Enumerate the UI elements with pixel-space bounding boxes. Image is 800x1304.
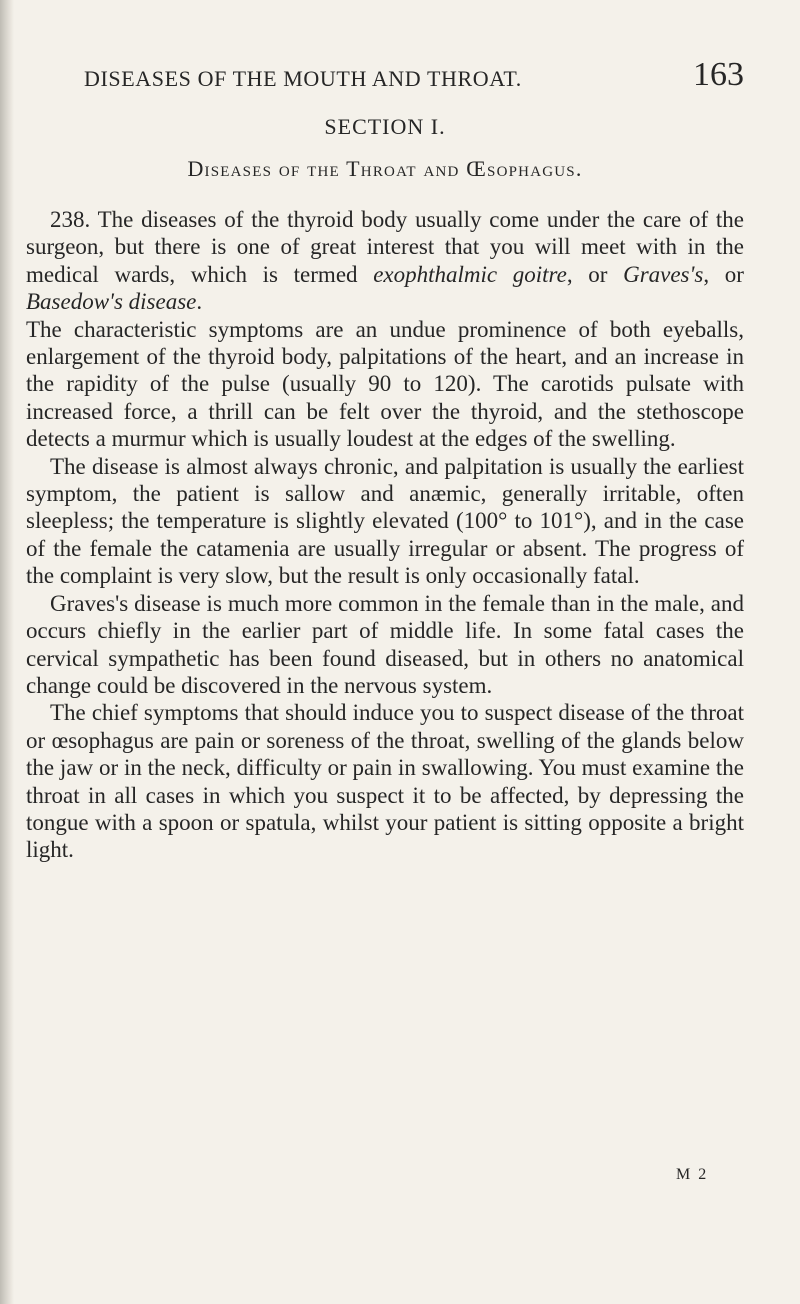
- separator: , or: [703, 261, 744, 287]
- book-page: [26, 56, 744, 864]
- separator: , or: [566, 261, 624, 287]
- term-basedows-disease: Basedow's disease: [26, 289, 197, 315]
- running-head-title: DISEASES OF THE MOUTH AND THROAT.: [84, 66, 522, 91]
- sentence-end: .: [196, 289, 203, 315]
- paragraph-238: [26, 206, 744, 316]
- signature-mark: M 2: [676, 1166, 709, 1183]
- section-heading: SECTION I.: [324, 114, 446, 139]
- paragraph-symptoms: The characteristic symptoms are an undue prominence of both eyeballs, enlargement of the thyroid body, palpitations of the heart, and an increase in the rapidity of the pulse (usually 90 to 120). The carotids pulsate with increased force, a thrill can be felt over the thyroid, and the stethoscope detects a murmur which is usually loudest at the edges of the swelling.: [26, 316, 744, 452]
- page-number: 163: [693, 56, 744, 93]
- paragraph-incidence: Graves's disease is much more common in the female than in the male, and occurs chiefly in the earlier part of middle life. In some fatal cases the cervical sympathetic has been found diseased, but in others no anatomical change could be discovered in the nervous system.: [26, 590, 744, 698]
- running-head: [26, 56, 744, 104]
- paragraph-examination: The chief symptoms that should induce you to suspect disease of the throat or œsophagus are pain or soreness of the throat, swelling of the glands below the jaw or in the neck, difficulty or pain in swallowing. You must examine the throat in all cases in which you suspect it to be affected, by depressing the tongue with a spoon or spatula, whilst your patient is sitting opposite a bright light.: [26, 700, 744, 863]
- chapter-title: Diseases of the Throat and Œsophagus.: [187, 156, 583, 181]
- paragraph-course: The disease is almost always chronic, and palpitation is usually the earliest symptom, the patient is sallow and anæmic, generally irritable, often sleepless; the temperature is slightly elevated (100° to 101°), and in the case of the female the catamenia are usually irregular or absent. The progress of the complaint is very slow, but the result is only occasionally fatal.: [26, 453, 744, 589]
- body-text: [26, 206, 744, 864]
- page-gutter-shadow: [0, 0, 14, 1304]
- term-exophthalmic-goitre: exophthalmic goitre: [373, 261, 567, 287]
- term-graves: Graves's: [623, 261, 704, 287]
- paragraph-238-lead: 238. The diseases of the thyroid body usually come under the care of the surgeon, but there is one of great interest that you will meet with in the medical wards, which is termed: [26, 207, 744, 287]
